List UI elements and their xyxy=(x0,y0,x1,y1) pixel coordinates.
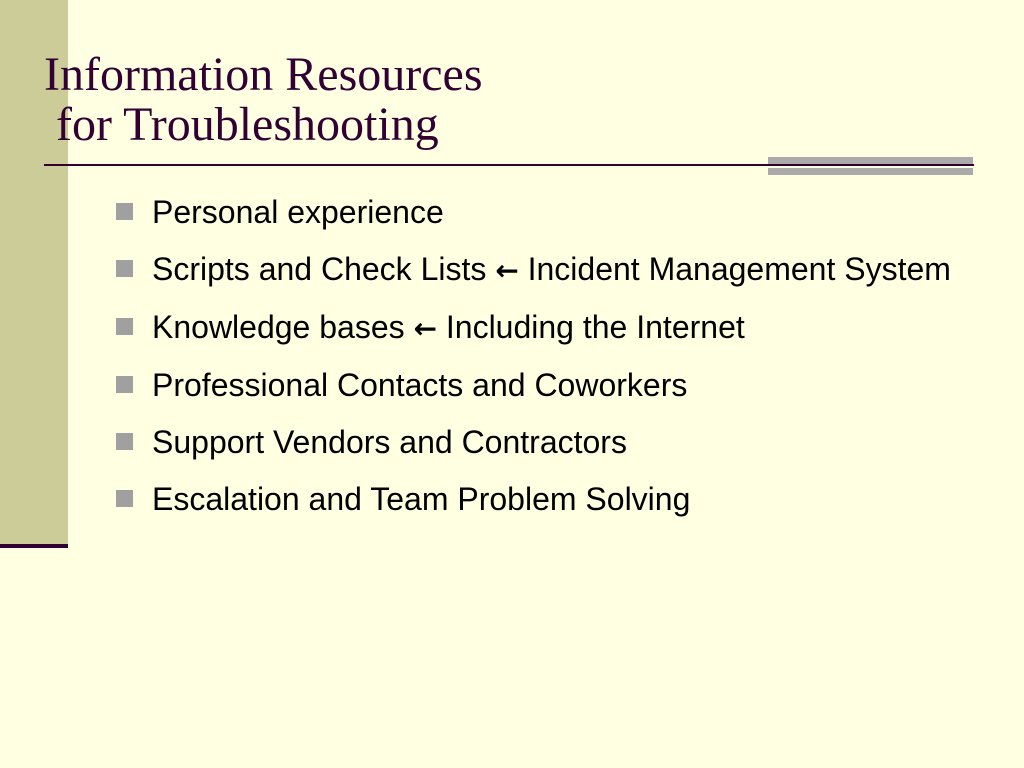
bullet-text-after: Incident Management System xyxy=(527,251,951,287)
square-bullet-icon xyxy=(116,490,133,507)
slide-title xyxy=(44,50,483,151)
bullet-item-professional-contacts xyxy=(116,363,976,408)
square-bullet-icon xyxy=(116,433,133,450)
bullet-item-support-vendors xyxy=(116,420,976,465)
bullet-text-before: Knowledge bases xyxy=(152,309,405,345)
accent-stripe-top xyxy=(768,157,973,164)
bullet-text-after: Including the Internet xyxy=(445,309,745,345)
bullet-item-scripts-and-check-lists xyxy=(116,247,976,293)
square-bullet-icon xyxy=(116,260,133,277)
bullet-item-escalation xyxy=(116,477,976,522)
bullet-item-knowledge-bases xyxy=(116,305,976,351)
left-arrow-icon: ← xyxy=(413,312,437,345)
title-line-2: for Troubleshooting xyxy=(44,98,439,152)
bullet-text: Professional Contacts and Coworkers xyxy=(152,367,688,403)
left-decorative-rule xyxy=(0,544,68,548)
title-accent-bar xyxy=(768,157,973,179)
square-bullet-icon xyxy=(116,376,133,393)
square-bullet-icon xyxy=(116,318,133,335)
accent-stripe-bottom xyxy=(768,168,973,175)
bullet-item-personal-experience xyxy=(116,190,976,235)
title-line-1: Information Resources xyxy=(44,48,483,101)
square-bullet-icon xyxy=(116,203,133,220)
left-arrow-icon: ← xyxy=(495,254,519,287)
bullet-text: Support Vendors and Contractors xyxy=(152,424,627,460)
bullet-list xyxy=(116,190,976,534)
bullet-text: Escalation and Team Problem Solving xyxy=(152,481,691,517)
bullet-text-before: Scripts and Check Lists xyxy=(152,251,487,287)
bullet-text: Personal experience xyxy=(152,194,444,230)
